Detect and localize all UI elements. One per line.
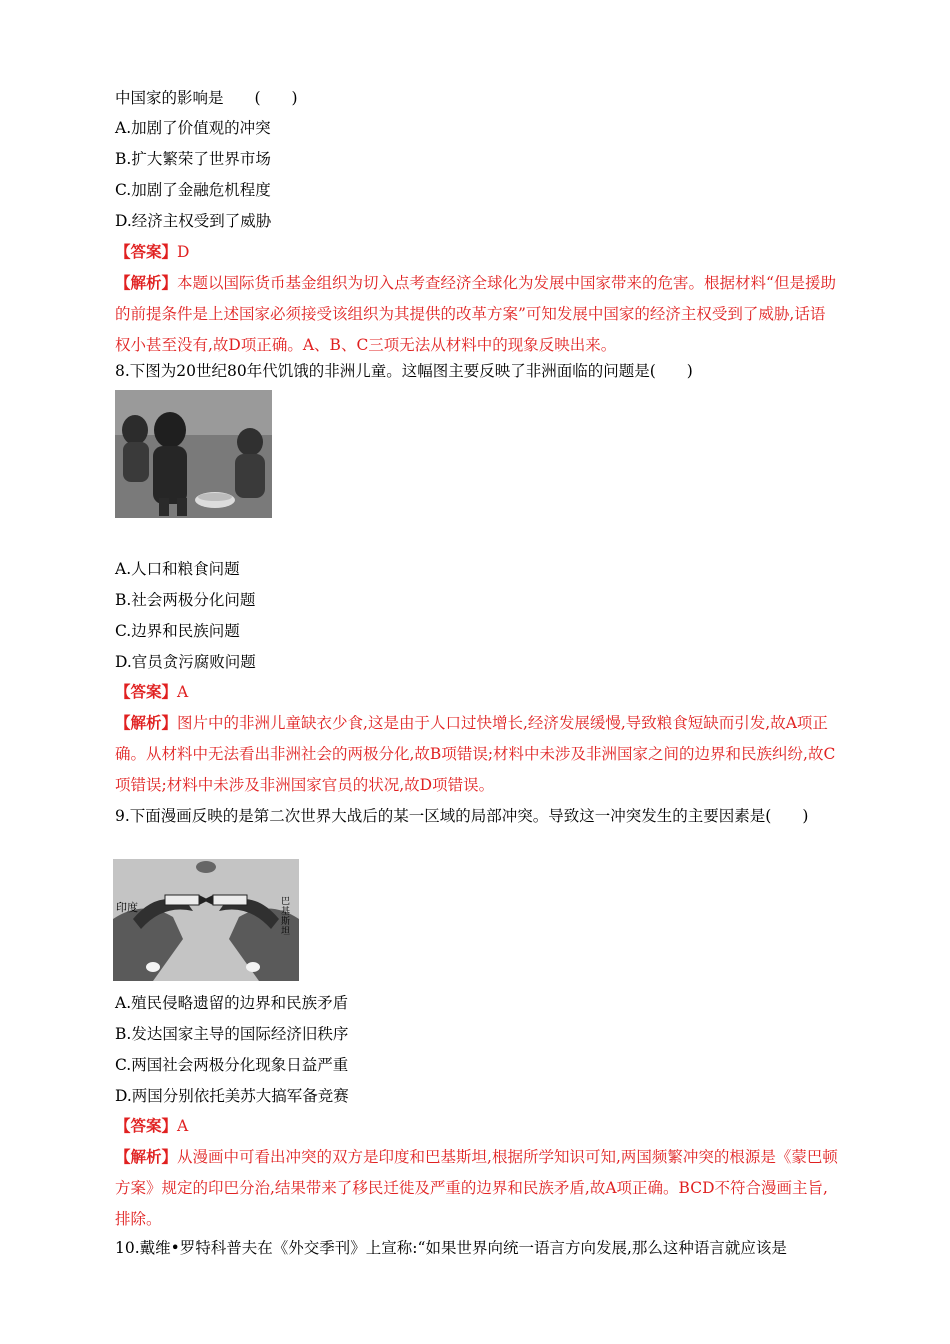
answer-value: D (177, 243, 190, 261)
q7-option-b: B.扩大繁荣了世界市场 (115, 150, 271, 168)
india-pakistan-cartoon (113, 859, 299, 981)
q8-stem: 8.下图为20世纪80年代饥饿的非洲儿童。这幅图主要反映了非洲面临的问题是( ) (115, 362, 693, 380)
q8-option-d: D.官员贪污腐败问题 (115, 653, 256, 671)
cartoon-illustration (113, 859, 299, 981)
cartoon-label-india: 印度 (116, 901, 138, 914)
hungry-children-photo (115, 390, 272, 518)
q8-analysis (115, 707, 838, 801)
q9-stem: 9.下面漫画反映的是第二次世界大战后的某一区域的局部冲突。导致这一冲突发生的主要因素是( ) (115, 807, 809, 825)
q9-option-c: C.两国社会两极分化现象日益严重 (115, 1056, 349, 1074)
analysis-tag: 【解析】 (115, 713, 178, 732)
q9-answer (115, 1116, 838, 1136)
photo-illustration (115, 390, 272, 518)
analysis-tag: 【解析】 (115, 1147, 178, 1166)
analysis-text: 图片中的非洲儿童缺衣少食,这是由于人口过快增长,经济发展缓慢,导致粮食短缺而引发,故A项正确。从材料中无法看出非洲社会的两极分化,故B项错误;材料中未涉及非洲国家之间的边界和民族纠纷,故C项错误;材料中未涉及非洲国家官员的状况,故D项错误。 (115, 714, 836, 794)
analysis-tag: 【解析】 (115, 273, 178, 292)
q10-stem: 10.戴维•罗特科普夫在《外交季刊》上宣称:“如果世界向统一语言方向发展,那么这种语言就应该是 (115, 1239, 787, 1257)
answer-value: A (177, 1117, 189, 1135)
q7-stem-end: 中国家的影响是 ( ) (115, 89, 298, 107)
answer-tag: 【答案】 (115, 1116, 178, 1135)
cartoon-label-pakistan: 巴基斯坦 (281, 897, 291, 937)
analysis-text: 本题以国际货币基金组织为切入点考查经济全球化为发展中国家带来的危害。根据材料“但是援助的前提条件是上述国家必须接受该组织为其提供的改革方案”可知发展中国家的经济主权受到了威胁,话语权小甚至没有,故D项正确。A、B、C三项无法从材料中的现象反映出来。 (115, 274, 836, 354)
q9-option-d: D.两国分别依托美苏大搞军备竞赛 (115, 1087, 349, 1105)
q8-answer (115, 682, 838, 702)
q9-option-a: A.殖民侵略遗留的边界和民族矛盾 (115, 994, 349, 1012)
q9-analysis (115, 1141, 838, 1235)
q7-answer (115, 242, 838, 262)
q8-option-b: B.社会两极分化问题 (115, 591, 256, 609)
answer-tag: 【答案】 (115, 682, 178, 701)
q7-option-a: A.加剧了价值观的冲突 (115, 119, 271, 137)
answer-value: A (177, 683, 189, 701)
q9-option-b: B.发达国家主导的国际经济旧秩序 (115, 1025, 349, 1043)
q8-option-c: C.边界和民族问题 (115, 622, 240, 640)
q7-analysis (115, 267, 838, 361)
q7-option-d: D.经济主权受到了威胁 (115, 212, 272, 230)
q7-option-c: C.加剧了金融危机程度 (115, 181, 271, 199)
q8-option-a: A.人口和粮食问题 (115, 560, 240, 578)
analysis-text: 从漫画中可看出冲突的双方是印度和巴基斯坦,根据所学知识可知,两国频繁冲突的根源是《蒙巴顿方案》规定的印巴分治,结果带来了移民迁徙及严重的边界和民族矛盾,故A项正确。BCD不符合漫画主旨,排除。 (115, 1148, 838, 1228)
answer-tag: 【答案】 (115, 242, 178, 261)
